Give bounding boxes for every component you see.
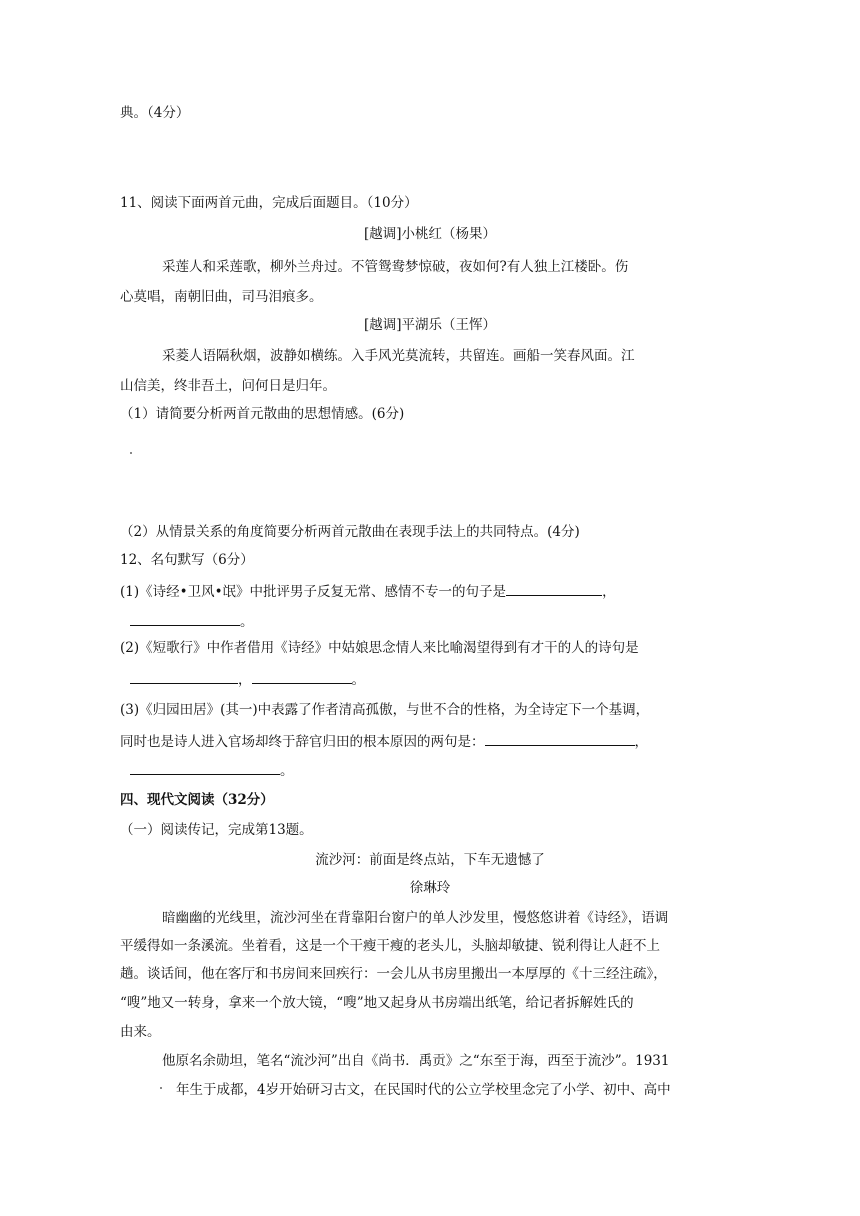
paragraph1-line2: 平缓得如一条溪流。坐着看，这是一个干瘦干瘦的老头儿，头脑却敏捷、锐利得让人赶不上 [120, 938, 660, 954]
punct: ， [634, 734, 648, 750]
paragraph1-line5: 由来。 [120, 1024, 161, 1040]
scan-speck [160, 1087, 162, 1089]
q12-item1-text: (1)《诗经•卫风•氓》中批评男子反复无常、感情不专一的句子是 [120, 584, 507, 600]
q12-heading: 12、名句默写（6分） [120, 552, 254, 568]
poem2-line1: 采菱人语隔秋烟，波静如横练。入手风光莫流转，共留连。画船一笑春风面。江 [162, 348, 635, 364]
q12-item3-line3 [130, 759, 294, 781]
paragraph1-line3: 趟。谈话间，他在客厅和书房间来回疾行：一会儿从书房里搬出一本厚厚的《十三经注疏》， [120, 966, 667, 982]
punct: 。 [280, 763, 294, 779]
q12-item3-line2 [120, 730, 648, 752]
answer-blank[interactable] [130, 759, 280, 775]
top-line: 典。（4分） [120, 105, 190, 121]
answer-blank[interactable] [130, 610, 240, 626]
poem2-title: [越调]平湖乐（王恽） [363, 317, 497, 333]
punct: ， [238, 672, 252, 688]
poem2-line2: 山信美，终非吾土，问何日是归年。 [120, 378, 336, 394]
section4-heading: 四、现代文阅读（32分） [120, 792, 274, 808]
punct: 。 [240, 614, 254, 630]
scan-speck [130, 452, 132, 454]
answer-blank[interactable] [485, 730, 635, 746]
paragraph1-line1: 暗幽幽的光线里，流沙河坐在背靠阳台窗户的单人沙发里，慢悠悠讲着《诗经》，语调 [162, 910, 669, 926]
article-title: 流沙河：前面是终点站，下车无遗憾了 [315, 852, 545, 868]
section4-part1: （一）阅读传记，完成第13题。 [120, 822, 313, 838]
q12-item2-line2 [130, 668, 365, 690]
poem1-title: [越调]小桃红（杨果） [363, 226, 497, 242]
poem1-line1: 采莲人和采莲歌，柳外兰舟过。不管鸳鸯梦惊破，夜如何?有人独上江楼卧。伤 [162, 259, 629, 275]
punct: ， [602, 584, 616, 600]
paragraph2-line1: 他原名余勋坦，笔名“流沙河”出自《尚书．禹贡》之“东至于海，西至于流沙”。1931 [162, 1053, 670, 1069]
q11-sub2: （2）从情景关系的角度简要分析两首元散曲在表现手法上的共同特点。(4分) [120, 524, 580, 540]
q12-item1 [120, 580, 616, 602]
poem1-line2: 心莫唱，南朝旧曲，司马泪痕多。 [120, 289, 323, 305]
q12-item2: (2)《短歌行》中作者借用《诗经》中姑娘思念情人来比喻渴望得到有才干的人的诗句是 [120, 640, 639, 656]
q12-item1-line2 [130, 610, 254, 632]
punct: 。 [351, 672, 365, 688]
q12-item3-line1: (3)《归园田居》(其一)中表露了作者清高孤傲，与世不合的性格，为全诗定下一个基调， [120, 702, 650, 718]
answer-blank[interactable] [506, 580, 602, 596]
paragraph1-line4: “嗖”地又一转身，拿来一个放大镜，“嗖”地又起身从书房端出纸笔，给记者拆解姓氏的 [120, 995, 634, 1011]
q11-sub1: （1）请简要分析两首元散曲的思想情感。(6分) [120, 406, 405, 422]
article-author: 徐琳玲 [409, 880, 451, 896]
answer-blank[interactable] [252, 668, 352, 684]
paragraph2-line2: 年生于成都，4岁开始研习古文，在民国时代的公立学校里念完了小学、初中、高中 [176, 1082, 671, 1098]
q11-heading: 11、阅读下面两首元曲，完成后面题目。（10分） [120, 195, 418, 211]
q12-item3-text: 同时也是诗人进入官场却终于辞官归田的根本原因的两句是： [120, 734, 485, 750]
answer-blank[interactable] [130, 668, 238, 684]
